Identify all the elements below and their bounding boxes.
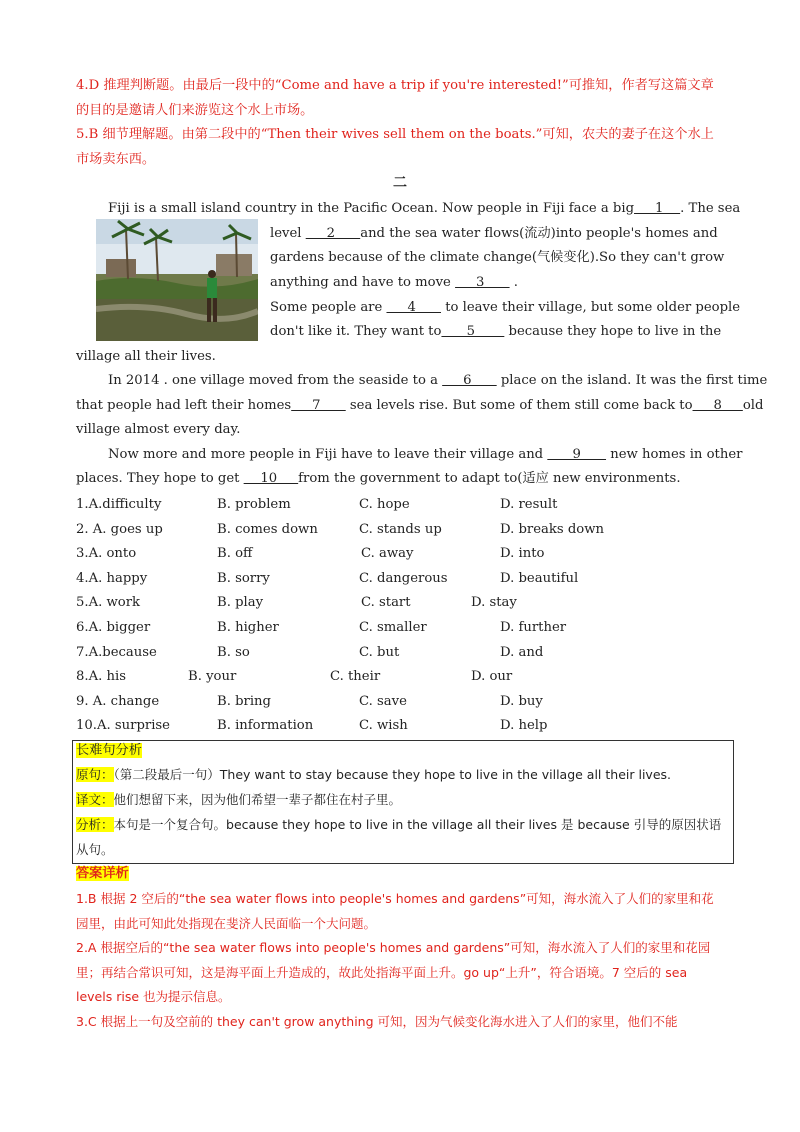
option-4-b: B. sorry bbox=[217, 570, 270, 586]
option-6-b: B. higher bbox=[217, 620, 279, 635]
option-4-d: D. beautiful bbox=[500, 570, 579, 586]
blank-6: 6 bbox=[442, 373, 497, 388]
analysis-original: 原句：（第二段最后一句）They want to stay because they hope to live in the village all their lives. bbox=[76, 767, 671, 782]
answers-heading: 答案详析 bbox=[76, 866, 129, 881]
option-10-a: 10.A. surprise bbox=[76, 718, 170, 734]
option-10-d: D. help bbox=[500, 718, 548, 734]
analysis-explanation: 分析：本句是一个复合句。because they hope to live in the village all their lives 是 because 引导的原因状语从句。 bbox=[76, 817, 722, 857]
option-8-c: C. their bbox=[330, 669, 381, 685]
option-3-c: C. away bbox=[361, 546, 414, 562]
blank-4: 4 bbox=[386, 300, 441, 315]
option-1-b: B. problem bbox=[217, 497, 291, 512]
option-9-a: 9. A. change bbox=[76, 693, 160, 709]
option-1-a: 1.A.difficulty bbox=[76, 497, 162, 512]
passage-photo bbox=[96, 219, 258, 341]
blank-5: 5 bbox=[441, 324, 505, 339]
p1-line4: anything and have to move 3 . bbox=[270, 275, 518, 290]
option-4-a: 4.A. happy bbox=[76, 570, 148, 586]
blank-2: 2 bbox=[305, 226, 361, 241]
p2-line2: that people had left their homes 7 sea levels rise. But some of them still come back to 8 old bbox=[76, 398, 764, 413]
analysis-heading: 长难句分析 bbox=[76, 743, 142, 758]
option-3-d: D. into bbox=[500, 546, 545, 562]
option-10-c: C. wish bbox=[359, 718, 408, 734]
blank-8: 8 bbox=[692, 398, 743, 413]
option-8-a: 8.A. his bbox=[76, 669, 126, 685]
p1-line1: Fiji is a small island country in the Pacific Ocean. Now people in Fiji face a big 1 . The sea bbox=[108, 201, 741, 216]
option-6-d: D. further bbox=[500, 620, 567, 635]
option-8-d: D. our bbox=[471, 669, 513, 685]
blank-3: 3 bbox=[455, 275, 510, 290]
answer-4: 4.D 推理判断题。由最后一段中的“Come and have a trip if you're interested!”可推知，作者写这篇文章的目的是邀请人们来游览这个水上市场。 bbox=[76, 78, 714, 118]
option-10-b: B. information bbox=[217, 718, 314, 734]
option-1-d: D. result bbox=[500, 497, 558, 512]
option-1-c: C. hope bbox=[359, 497, 410, 512]
option-2-a: 2. A. goes up bbox=[76, 521, 163, 537]
p3-line2: places. They hope to get 10 from the government to adapt to(适应 new environments. bbox=[76, 471, 681, 486]
option-7-a: 7.A.because bbox=[76, 644, 157, 660]
blank-10: 10 bbox=[243, 471, 299, 486]
option-8-b: B. your bbox=[188, 669, 237, 685]
option-5-a: 5.A. work bbox=[76, 595, 141, 611]
p1-line5: Some people are 4 to leave their village, but some older people bbox=[270, 300, 741, 315]
option-4-c: C. dangerous bbox=[359, 570, 448, 586]
option-2-c: C. stands up bbox=[359, 521, 442, 537]
p1-line7: village all their lives. bbox=[76, 349, 216, 364]
section-title: 二 bbox=[393, 175, 407, 191]
option-5-d: D. stay bbox=[471, 595, 517, 611]
p1-line2: level 2 and the sea water flows(流动)into people's homes and bbox=[270, 226, 718, 241]
blank-7: 7 bbox=[291, 398, 346, 413]
option-2-d: D. breaks down bbox=[500, 521, 605, 537]
option-7-d: D. and bbox=[500, 644, 544, 660]
p2-line3: village almost every day. bbox=[76, 422, 241, 437]
p2-line1: In 2014 . one village moved from the seaside to a 6 place on the island. It was the first time bbox=[108, 373, 768, 388]
answer-5: 5.B 细节理解题。由第二段中的“Then their wives sell them on the boats.”可知，农夫的妻子在这个水上市场卖东西。 bbox=[76, 127, 714, 167]
p3-line1: Now more and more people in Fiji have to leave their village and 9 new homes in other bbox=[108, 447, 743, 462]
option-6-a: 6.A. bigger bbox=[76, 620, 151, 635]
option-7-b: B. so bbox=[217, 644, 250, 660]
answer-detail-2: 2.A 根据空后的“the sea water flows into people's homes and gardens”可知，海水流入了人们的家里和花园里；再结合常识可知，这是海平面上升造成的，故此处指海平面上升。go up“上升”，符合语境。7 空后的 sea levels rise 也为提示信息。 bbox=[76, 940, 711, 1004]
option-9-d: D. buy bbox=[500, 693, 543, 709]
option-3-a: 3.A. onto bbox=[76, 546, 137, 562]
answer-detail-3: 3.C 根据上一句及空前的 they can't grow anything 可知，因为气候变化海水进入了人们的家里，他们不能 bbox=[76, 1014, 678, 1029]
option-5-c: C. start bbox=[361, 595, 411, 611]
p1-line3: gardens because of the climate change(气候变化).So they can't grow bbox=[270, 250, 725, 265]
answer-detail-1: 1.B 根据 2 空后的“the sea water flows into people's homes and gardens”可知，海水流入了人们的家里和花园里，由此可知此处指现在斐济人民面临一个大问题。 bbox=[76, 891, 714, 931]
option-9-b: B. bring bbox=[217, 693, 271, 709]
blank-9: 9 bbox=[547, 447, 607, 462]
option-6-c: C. smaller bbox=[359, 620, 427, 635]
option-9-c: C. save bbox=[359, 693, 407, 709]
option-7-c: C. but bbox=[359, 644, 400, 660]
blank-1: 1 bbox=[634, 201, 681, 216]
option-3-b: B. off bbox=[217, 546, 253, 562]
option-5-b: B. play bbox=[217, 595, 264, 611]
option-2-b: B. comes down bbox=[217, 521, 318, 537]
p1-line6: don't like it. They want to 5 because they hope to live in the bbox=[270, 324, 722, 339]
analysis-translation: 译文：他们想留下来，因为他们希望一辈子都住在村子里。 bbox=[76, 792, 402, 807]
